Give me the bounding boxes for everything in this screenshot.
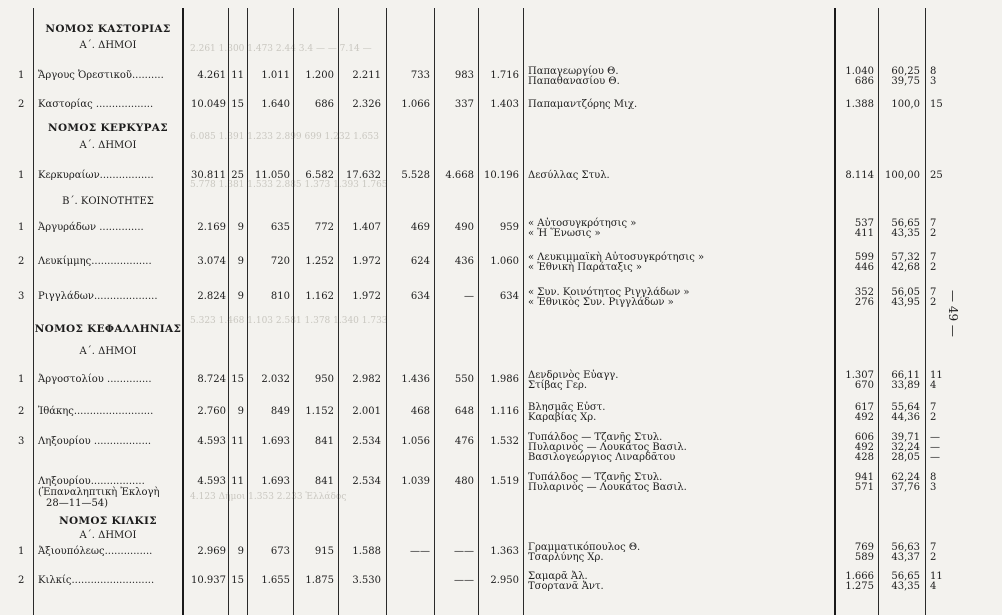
value-cell: 17.632 [346,170,381,181]
group-heading: Α΄. ΔΗΜΟΙ [79,40,137,51]
row-number: 1 [18,374,25,385]
municipality-name: Ἄργους Ὀρεστικοῦ.......... [38,70,164,81]
candidate-name: « Συν. Κοινότητος Ριγγλάδων » [528,287,690,298]
municipality-name: Ἀργυράδων .............. [38,222,144,233]
candidate-percent: 56,65 [891,571,920,582]
value-cell: 9 [237,406,244,417]
value-cell: 2.169 [197,222,226,233]
value-cell: 983 [454,70,474,81]
group-heading: Α΄. ΔΗΜΟΙ [79,530,137,541]
value-cell: 3.074 [197,256,226,267]
candidate-votes: 670 [854,380,874,391]
value-cell: 6.582 [305,170,334,181]
value-cell: 2.032 [261,374,290,385]
candidate-votes: 492 [854,412,874,423]
candidate-votes: 428 [854,452,874,463]
candidate-percent: 55,64 [891,402,920,413]
column-rule [228,8,229,615]
value-cell: 337 [454,99,474,110]
value-cell: 11 [231,436,244,447]
candidate-votes: 276 [854,297,874,308]
candidate-votes: 537 [854,218,874,229]
candidate-name: Σαμαρᾶ Ἀλ. [528,571,588,582]
bleed-through: 6.085 1.391 1.233 2.899 699 1.232 1.653 [190,132,379,142]
candidate-percent: 57,32 [891,252,920,263]
value-cell: 2.534 [352,476,381,487]
candidate-votes: 492 [854,442,874,453]
candidate-seats: — [930,452,940,463]
municipality-name: Κερκυραίων................. [38,170,154,181]
candidate-percent: 39,71 [891,432,920,443]
group-heading: Α΄. ΔΗΜΟΙ [79,346,137,357]
candidate-votes: 446 [854,262,874,273]
candidate-seats: 25 [930,170,943,181]
bleed-through: 4.123 Δήμοι 1.353 2.233 Ἑλλάδος [190,492,347,502]
value-cell: 673 [270,546,290,557]
value-cell: 1.972 [352,256,381,267]
candidate-name: Τυπάλδος — Τζανῆς Στυλ. [528,432,663,443]
value-cell: 1.640 [261,99,290,110]
value-cell: 841 [314,436,334,447]
value-cell: 1.252 [305,256,334,267]
value-cell: 1.011 [261,70,290,81]
municipality-name: Ριγγλάδων.................... [38,291,158,302]
candidate-percent: 66,11 [891,370,920,381]
value-cell: 11.050 [255,170,290,181]
municipality-name: Ληξουρίου................. [38,476,145,487]
candidate-votes: 1.388 [845,99,874,110]
value-cell: 1.060 [490,256,519,267]
candidate-name: Βλησμᾶς Εὐστ. [528,402,606,413]
candidate-seats: 11 [930,370,943,381]
candidate-name: Τσαρλύνης Χρ. [528,552,604,563]
value-cell: 1.972 [352,291,381,302]
candidate-percent: 56,63 [891,542,920,553]
candidate-percent: 56,05 [891,287,920,298]
candidate-seats: 4 [930,581,937,592]
candidate-seats: 7 [930,542,937,553]
candidate-votes: 571 [854,482,874,493]
value-cell: 1.875 [305,575,334,586]
candidate-seats: 2 [930,552,937,563]
candidate-votes: 1.275 [845,581,874,592]
value-cell: 5.528 [401,170,430,181]
value-cell: 4.668 [445,170,474,181]
value-cell: 2.969 [197,546,226,557]
value-cell: 4.261 [197,70,226,81]
candidate-seats: 7 [930,218,937,229]
value-cell: 915 [314,546,334,557]
candidate-votes: 599 [854,252,874,263]
candidate-votes: 352 [854,287,874,298]
column-rule [523,8,524,615]
value-cell: 634 [499,291,519,302]
candidate-seats: 4 [930,380,937,391]
value-cell: 2.824 [197,291,226,302]
bleed-through: 5.323 1.468 1.103 2.581 1.378 1.340 1.733 [190,316,388,326]
candidate-name: « Αὐτοσυγκρότησις » [528,218,637,229]
candidate-seats: 2 [930,297,937,308]
row-number: 3 [18,291,25,302]
value-cell: 2.211 [352,70,381,81]
candidate-votes: 606 [854,432,874,443]
value-cell: 772 [314,222,334,233]
candidate-name: Δενδρινὸς Εὐαγγ. [528,370,619,381]
value-cell: 2.950 [490,575,519,586]
candidate-name: « Ἡ Ἕνωσις » [528,228,601,239]
column-rule [925,8,926,615]
candidate-name: Βασιλογεώργιος Λιναρδᾶτου [528,452,676,463]
column-rule [434,8,435,615]
value-cell: 1.152 [305,406,334,417]
candidate-seats: — [930,432,940,443]
value-cell: —— [454,546,474,557]
candidate-name: Τσορτανᾶ Ἀντ. [528,581,604,592]
value-cell: 10.937 [191,575,226,586]
municipality-name: Ληξουρίου .................. [38,436,152,447]
value-cell: 810 [270,291,290,302]
candidate-percent: 56,65 [891,218,920,229]
value-cell: 634 [410,291,430,302]
candidate-votes: 769 [854,542,874,553]
column-rule [878,8,879,615]
value-cell: 648 [454,406,474,417]
value-cell: 436 [454,256,474,267]
candidate-percent: 43,35 [891,581,920,592]
value-cell: 490 [454,222,474,233]
value-cell: 25 [231,170,244,181]
candidate-votes: 617 [854,402,874,413]
column-rule [834,8,836,615]
candidate-seats: 2 [930,228,937,239]
row-number: 2 [18,99,25,110]
candidate-percent: 37,76 [891,482,920,493]
value-cell: 15 [231,99,244,110]
value-cell: —— [410,546,430,557]
candidate-votes: 8.114 [845,170,874,181]
column-rule [247,8,248,615]
candidate-seats: 3 [930,482,937,493]
value-cell: 686 [314,99,334,110]
value-cell: 3.530 [352,575,381,586]
value-cell: 9 [237,291,244,302]
row-number: 3 [18,436,25,447]
value-cell: 469 [410,222,430,233]
value-cell: 1.039 [401,476,430,487]
value-cell: 2.760 [197,406,226,417]
value-cell: 9 [237,546,244,557]
candidate-name: « Ἐθνικὸς Συν. Ριγγλάδων » [528,297,674,308]
bleed-through: 2.261 1.300 1.473 2.44 3.4 — — 7.14 — [190,44,372,54]
column-rule [293,8,294,615]
value-cell: 4.593 [197,476,226,487]
nomos-heading: ΝΟΜΟΣ ΚΑΣΤΟΡΙΑΣ [45,23,171,35]
page-number: — 49 — [946,290,960,337]
candidate-name: « Λευκιμμαϊκὴ Αὐτοσυγκρότησις » [528,252,705,263]
candidate-name: « Ἐθνικὴ Παράταξις » [528,262,642,273]
value-cell: 959 [499,222,519,233]
value-cell: 2.326 [352,99,381,110]
value-cell: 8.724 [197,374,226,385]
candidate-name: Πυλαρινὸς — Λουκᾶτος Βασιλ. [528,482,687,493]
value-cell: 841 [314,476,334,487]
value-cell: 9 [237,222,244,233]
candidate-percent: 62,24 [891,472,920,483]
value-cell: 15 [231,575,244,586]
candidate-percent: 43,95 [891,297,920,308]
candidate-name: Γραμματικόπουλος Θ. [528,542,641,553]
value-cell: 1.116 [490,406,519,417]
candidate-name: Παπαγεωργίου Θ. [528,66,619,77]
value-cell: 2.982 [352,374,381,385]
municipality-name: 28—11—54) [46,498,109,509]
value-cell: 720 [270,256,290,267]
candidate-seats: 2 [930,262,937,273]
column-rule [386,8,387,615]
candidate-name: Παπαθανασίου Θ. [528,76,620,87]
value-cell: 476 [454,436,474,447]
candidate-seats: 2 [930,412,937,423]
candidate-votes: 1.666 [845,571,874,582]
value-cell: 2.001 [352,406,381,417]
value-cell: 15 [231,374,244,385]
municipality-name: Καστορίας .................. [38,99,154,110]
candidate-votes: 1.040 [845,66,874,77]
value-cell: 1.200 [305,70,334,81]
value-cell: 950 [314,374,334,385]
value-cell: 1.436 [401,374,430,385]
value-cell: 1.403 [490,99,519,110]
value-cell: 1.986 [490,374,519,385]
value-cell: 1.056 [401,436,430,447]
value-cell: — [464,291,474,302]
value-cell: 1.407 [352,222,381,233]
candidate-name: Παπαμαντζόρης Μιχ. [528,99,638,110]
candidate-seats: 8 [930,66,937,77]
municipality-name: Λευκίμμης................... [38,256,152,267]
municipality-name: Ἀξιουπόλεως............... [38,546,153,557]
value-cell: 1.716 [490,70,519,81]
municipality-name: Ἀργοστολίου .............. [38,374,152,385]
value-cell: 733 [410,70,430,81]
value-cell: 1.162 [305,291,334,302]
row-number: 2 [18,256,25,267]
value-cell: 480 [454,476,474,487]
nomos-heading: ΝΟΜΟΣ ΚΕΡΚΥΡΑΣ [48,122,168,134]
nomos-heading: ΝΟΜΟΣ ΚΙΛΚΙΣ [59,515,157,527]
candidate-votes: 411 [854,228,874,239]
value-cell: 1.693 [261,436,290,447]
group-heading: Α΄. ΔΗΜΟΙ [79,140,137,151]
candidate-votes: 1.307 [845,370,874,381]
candidate-seats: 3 [930,76,937,87]
candidate-percent: 44,36 [891,412,920,423]
candidate-votes: 941 [854,472,874,483]
column-rule [338,8,339,615]
value-cell: 1.588 [352,546,381,557]
candidate-percent: 32,24 [891,442,920,453]
candidate-votes: 589 [854,552,874,563]
value-cell: 1.519 [490,476,519,487]
column-rule [478,8,479,615]
value-cell: 550 [454,374,474,385]
value-cell: 624 [410,256,430,267]
group-heading: Β΄. ΚΟΙΝΟΤΗΤΕΣ [62,196,154,207]
nomos-heading: ΝΟΜΟΣ ΚΕΦΑΛΛΗΝΙΑΣ [34,323,182,335]
municipality-name: Ἰθάκης......................... [38,406,154,417]
value-cell: 1.693 [261,476,290,487]
value-cell: 1.363 [490,546,519,557]
value-cell: 1.655 [261,575,290,586]
candidate-seats: 11 [930,571,943,582]
candidate-seats: 7 [930,402,937,413]
value-cell: 1.066 [401,99,430,110]
candidate-name: Στίβας Γερ. [528,380,588,391]
candidate-percent: 39,75 [891,76,920,87]
municipality-name: Κιλκίς.......................... [38,575,155,586]
value-cell: 30.811 [191,170,226,181]
row-number: 1 [18,222,25,233]
value-cell: 635 [270,222,290,233]
candidate-percent: 100,0 [891,99,920,110]
candidate-seats: 7 [930,287,937,298]
row-number: 1 [18,546,25,557]
value-cell: 10.196 [484,170,519,181]
value-cell: 9 [237,256,244,267]
value-cell: 10.049 [191,99,226,110]
value-cell: 2.534 [352,436,381,447]
candidate-percent: 28,05 [891,452,920,463]
candidate-votes: 686 [854,76,874,87]
value-cell: 11 [231,70,244,81]
candidate-seats: 7 [930,252,937,263]
candidate-name: Καραβίας Χρ. [528,412,597,423]
value-cell: 4.593 [197,436,226,447]
row-number: 2 [18,575,25,586]
value-cell: 11 [231,476,244,487]
candidate-name: Πυλαρινὸς — Λουκᾶτος Βασιλ. [528,442,687,453]
candidate-seats: 15 [930,99,943,110]
row-number: 1 [18,170,25,181]
bleed-through: 5.778 1.381 1.533 2.885 1.373 1.393 1.765 [190,180,388,190]
candidate-percent: 43,37 [891,552,920,563]
value-cell: 1.532 [490,436,519,447]
candidate-percent: 43,35 [891,228,920,239]
candidate-percent: 60,25 [891,66,920,77]
candidate-percent: 100,00 [885,170,920,181]
candidate-seats: — [930,442,940,453]
candidate-percent: 33,89 [891,380,920,391]
value-cell: 468 [410,406,430,417]
candidate-name: Δεσύλλας Στυλ. [528,170,610,181]
row-number: 1 [18,70,25,81]
candidate-name: Τυπάλδος — Τζανῆς Στυλ. [528,472,663,483]
row-number: 2 [18,406,25,417]
municipality-name: (Ἐπαναληπτικὴ Ἐκλογὴ [38,487,160,498]
value-cell: —— [454,575,474,586]
value-cell: 849 [270,406,290,417]
candidate-seats: 8 [930,472,937,483]
candidate-percent: 42,68 [891,262,920,273]
